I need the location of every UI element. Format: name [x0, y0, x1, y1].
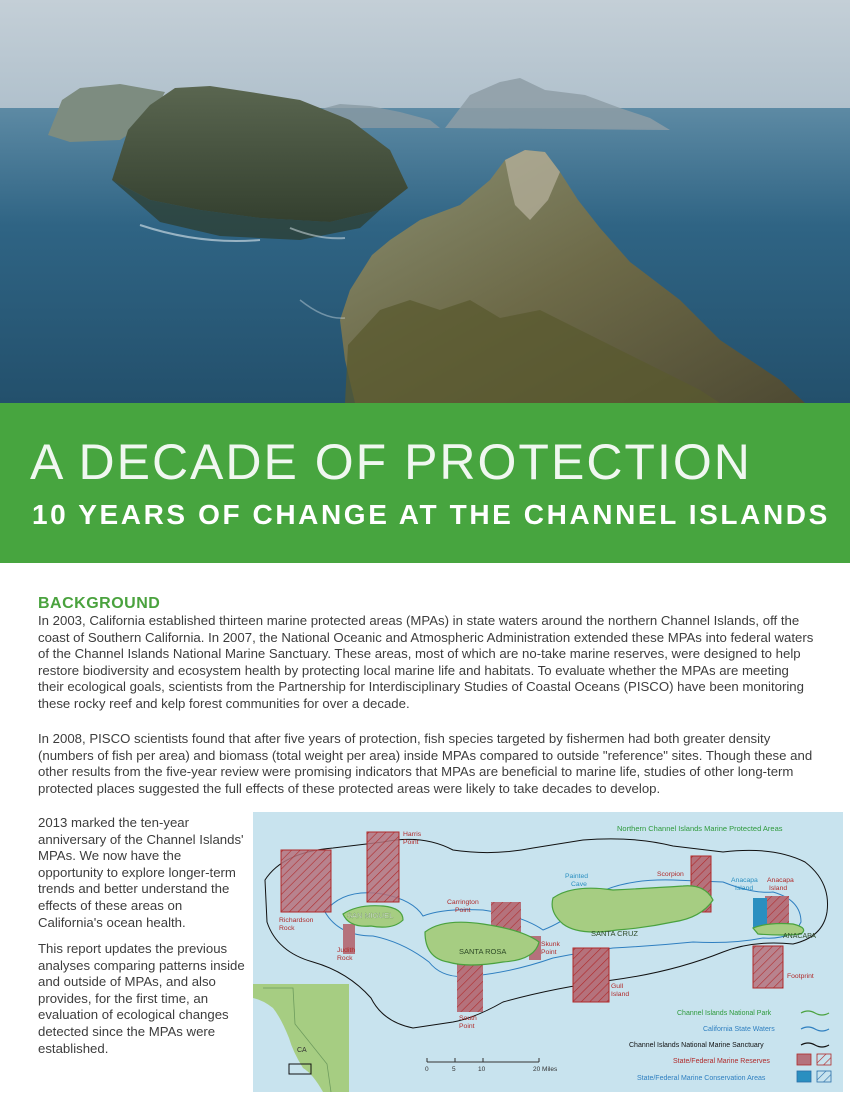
site-labels: [279, 831, 814, 1030]
site-label-skunk-point-2: Point: [541, 949, 557, 956]
scale-tick-0: 0: [425, 1066, 429, 1073]
site-label-south-point-2: Point: [459, 1023, 475, 1030]
site-label-gull-island-1: Gull: [611, 983, 624, 990]
legend-sanctuary: Channel Islands National Marine Sanctuary: [629, 1042, 764, 1049]
site-label-richardson-rock-1: Richardson: [279, 917, 314, 924]
background-paragraph-1: In 2003, California established thirteen marine protected areas (MPAs) in state waters around the northern Channel Islands, off the coast of Southern California. In 2007, the National Oceanic and Atmospheric Administration extended these MPAs into federal waters of the Channel Islands National Marine Sanctuary. These areas, most of which are no-take marine reserves, were designed to help restore biodiversity and ecosystem health by protecting local marine life and habitats. To evaluate whether the MPAs are meeting their ecological goals, scientists from the Partnership for Interdisciplinary Studies of Coastal Oceans (PISCO) have been monitoring these rocky reef and kelp forest communities for over a decade.: [38, 613, 814, 711]
site-label-harris-point-2: Point: [403, 839, 419, 846]
hero-photo: [0, 0, 850, 403]
scale-tick-5: 5: [452, 1066, 456, 1073]
background-paragraph-2: In 2008, PISCO scientists found that after five years of protection, fish species targeted by fishermen had both greater density (numbers of fish per area) and biomass (total weight per area) inside MPAs compared to outside "reference" sites. Though these and other results from the five-year review were promising indicators that MPAs are beneficial to marine life, studies of other long-term protected places suggested the full effects of these protected areas were likely to take decades to develop.: [38, 731, 813, 796]
site-label-painted-cave-1: Painted: [565, 873, 589, 880]
site-label-carrington-point-2: Point: [455, 907, 471, 914]
legend-reserves: State/Federal Marine Reserves: [673, 1058, 770, 1065]
site-label-anacapa-island-r-1: Anacapa: [767, 877, 794, 884]
site-label-richardson-rock-2: Rock: [279, 925, 295, 932]
island-label-santa-rosa: SANTA ROSA: [459, 947, 507, 956]
map-legend: [629, 1010, 831, 1082]
site-label-judith-rock-1: Judith: [337, 947, 356, 954]
page-subtitle: 10 YEARS OF CHANGE AT THE CHANNEL ISLANDS: [32, 499, 830, 530]
site-label-skunk-point-1: Skunk: [541, 941, 560, 948]
site-label-footprint: Footprint: [787, 973, 814, 980]
site-label-painted-cave-2: Cave: [571, 881, 587, 888]
site-label-south-point-1: South: [459, 1015, 477, 1022]
island-landscape-illustration: [0, 0, 850, 403]
site-label-anacapa-island-r-2: Island: [769, 885, 788, 892]
legend-conservation-areas: State/Federal Marine Conservation Areas: [637, 1075, 766, 1082]
map-title: Northern Channel Islands Marine Protected Areas: [617, 824, 783, 833]
legend-state-waters: California State Waters: [703, 1026, 775, 1033]
mpa-map-graphic: [253, 812, 843, 1092]
site-label-anacapa-island-ca-1: Anacapa: [731, 877, 758, 884]
island-label-anacapa: ANACAPA: [783, 933, 816, 940]
legend-national-park: Channel Islands National Park: [677, 1010, 772, 1017]
conservation-area: [753, 898, 767, 928]
island-label-san-miguel: SAN MIGUEL: [347, 911, 394, 920]
site-label-carrington-point-1: Carrington: [447, 899, 479, 906]
scale-tick-20: 20 Miles: [533, 1066, 558, 1073]
page-title: A DECADE OF PROTECTION: [30, 434, 752, 490]
island-label-santa-cruz: SANTA CRUZ: [591, 929, 638, 938]
california-inset: [253, 984, 349, 1092]
site-label-gull-island-2: Island: [611, 991, 630, 998]
scale-bar: [425, 1058, 558, 1073]
site-label-harris-point-1: Harris: [403, 831, 422, 838]
sidebar-paragraph-1: 2013 marked the ten-year anniversary of the Channel Islands' MPAs. We now have the opportunity to explore longer-term trends and better understand the effects of these areas on California's ocean health.: [38, 815, 244, 930]
sidebar-paragraph-2: This report updates the previous analyses comparing patterns inside and outside of MPAs, and also provides, for the first time, an evaluation of ecological changes detected since the MPAs were established.: [38, 941, 245, 1056]
site-label-scorpion: Scorpion: [657, 871, 684, 878]
mpa-map: [253, 812, 843, 1092]
site-label-anacapa-island-ca-2: Island: [735, 885, 754, 892]
inset-label-ca: CA: [297, 1047, 307, 1054]
site-label-judith-rock-2: Rock: [337, 955, 353, 962]
background-heading: BACKGROUND: [38, 595, 161, 612]
scale-tick-10: 10: [478, 1066, 486, 1073]
